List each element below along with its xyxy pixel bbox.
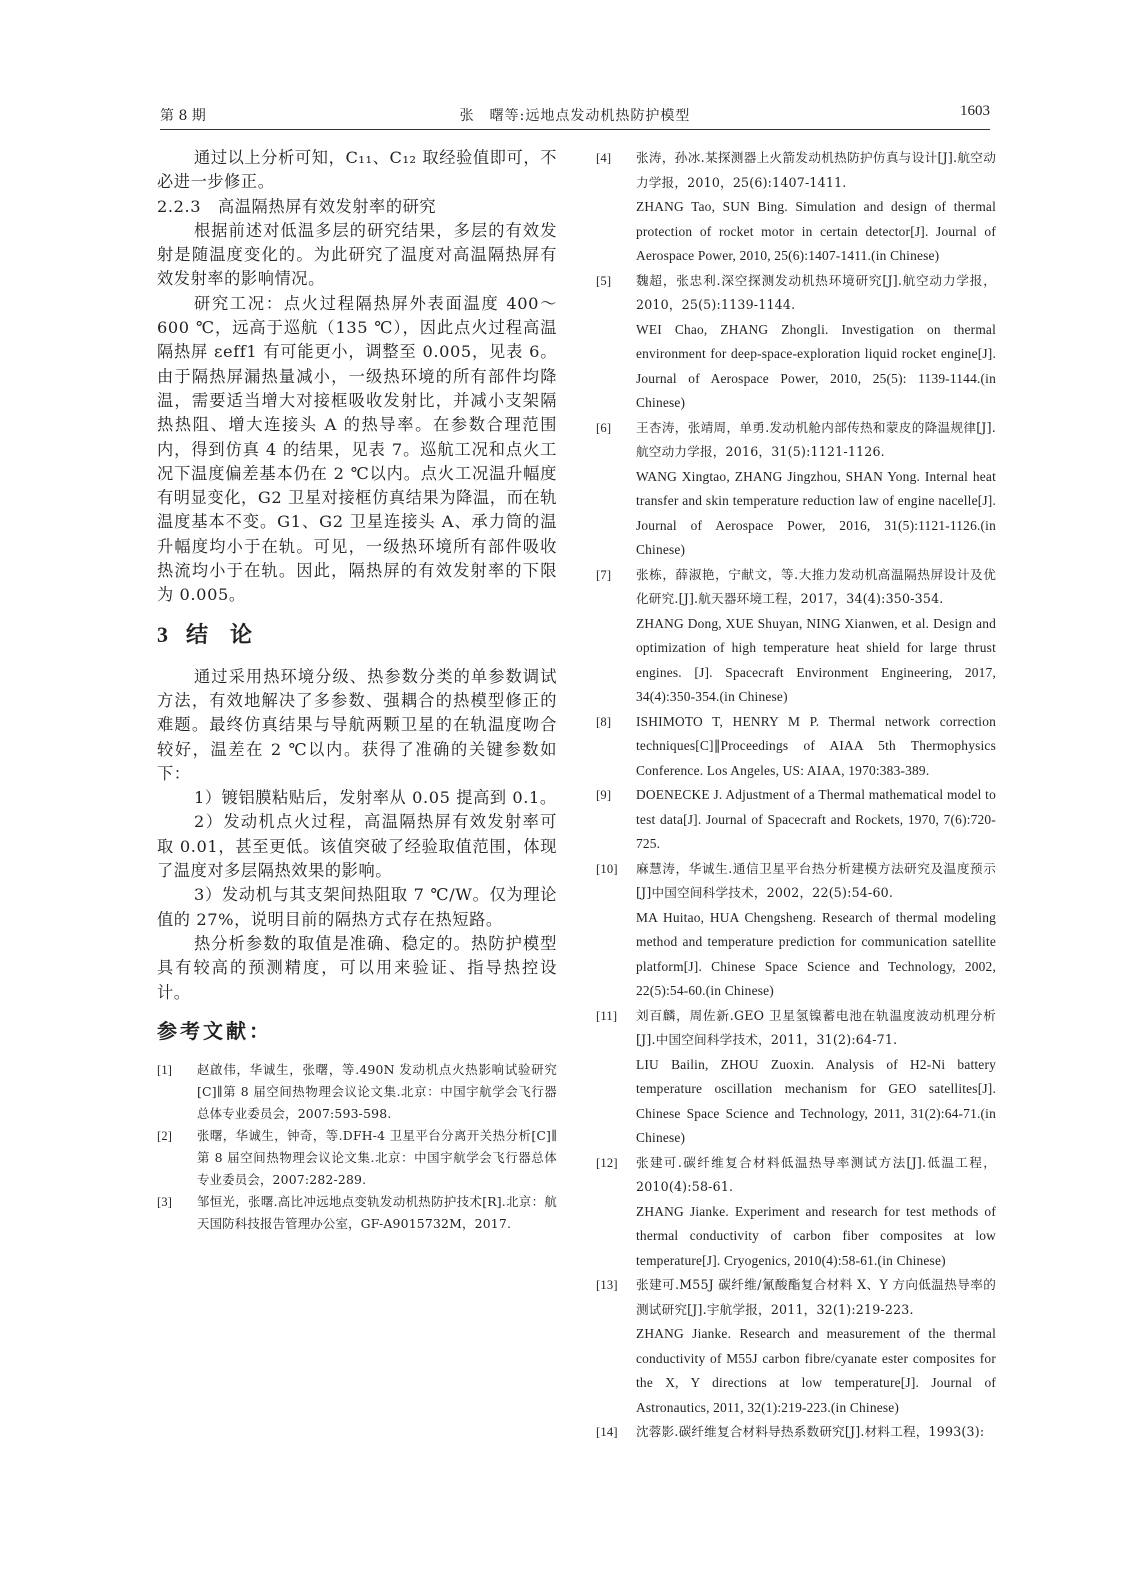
page-number: 1603 [960, 103, 990, 119]
reference-number: [7] [596, 567, 612, 582]
reference-item [596, 416, 996, 563]
reference-chinese: 张曙，华诚生，钟奇，等.DFH-4 卫星平台分离开关热分析[C]∥第 8 届空间热物理会议论文集.北京：中国宇航学会飞行器总体专业委员会，2007:282-289. [197, 1127, 557, 1187]
reference-chinese: 麻慧涛，华诚生.通信卫星平台热分析建模方法研究及温度预示[J]中国空间科学技术，2002，22(5):54-60. [636, 860, 996, 900]
reference-number: [4] [596, 151, 612, 165]
reference-number: [13] [596, 1278, 618, 1292]
paragraph: 2）发动机点火过程，高温隔热屏有效发射率可取 0.01，甚至更低。该值突破了经验取值范围，体现了温度对多层隔热效果的影响。 [157, 812, 557, 881]
reference-number: [6] [596, 420, 612, 435]
right-column [596, 146, 996, 1445]
reference-english: ZHANG Jianke. Research and measurement of the thermal conductivity of M55J carbon fibre/cyanate ester composites for the X, Y directions at low temperature[J]. Journal of Astronautics, 2011, 32(1):219-223.(in Chinese) [636, 1326, 996, 1415]
reference-chinese: 张涛，孙冰.某探测器上火箭发动机热防护仿真与设计[J].航空动力学报，2010，25(6):1407-1411. [636, 150, 996, 190]
reference-text [636, 1151, 996, 1274]
reference-number: [3] [157, 1194, 173, 1209]
reference-chinese: 张栋，薛淑艳，宁献文，等.大推力发动机高温隔热屏设计及优化研究.[J].航天器环境工程，2017，34(4):350-354. [636, 566, 996, 606]
paragraph: 根据前述对低温多层的研究结果，多层的有效发射是随温度变化的。为此研究了温度对高温隔热屏有效发射率的影响情况。 [157, 220, 557, 289]
reference-english: WEI Chao, ZHANG Zhongli. Investigation on thermal environment for deep-space-exploration liquid rocket engine[J]. Journal of Aerospace Power, 2010, 25(5): 1139-1144.(in Chinese) [636, 321, 996, 410]
reference-number: [5] [596, 273, 612, 288]
reference-number: [11] [596, 1008, 618, 1023]
paragraph: 热分析参数的取值是准确、稳定的。热防护模型具有较高的预测精度，可以用来验证、指导热控设计。 [157, 933, 557, 1002]
reference-number: [8] [596, 714, 612, 729]
paragraph: 通过以上分析可知，C₁₁、C₁₂ 取经验值即可，不必进一步修正。 [157, 148, 557, 192]
reference-chinese: 张建可.碳纤维复合材料低温热导率测试方法[J].低温工程，2010(4):58-61. [636, 1154, 996, 1194]
reference-number: [10] [596, 861, 618, 876]
paragraph: 通过采用热环境分级、热参数分类的单参数调试方法，有效地解决了多参数、强耦合的热模型修正的难题。最终仿真结果与导航两颗卫星的在轨温度吻合较好，温差在 2 ℃以内。获得了准确的关键参数如下： [157, 666, 557, 783]
references-heading: 参考文献： [157, 1018, 272, 1043]
running-title: 张 曙等:远地点发动机热防护模型 [459, 108, 691, 124]
reference-chinese: 魏超，张忠利.深空探测发动机热环境研究[J].航空动力学报，2010，25(5):1139-1144. [636, 272, 996, 312]
reference-item [596, 269, 996, 416]
reference-chinese: 邹恒光，张曙.高比冲远地点变轨发动机热防护技术[R].北京：航天国防科技报告管理办公室，GF-A9015732M，2017. [197, 1193, 557, 1231]
reference-item [596, 1004, 996, 1151]
running-header [160, 103, 990, 130]
reference-chinese: 王杏涛，张靖周，单勇.发动机舱内部传热和蒙皮的降温规律[J].航空动力学报，2016，31(5):1121-1126. [636, 419, 996, 459]
reference-item [596, 710, 996, 784]
reference-number: [9] [596, 788, 612, 802]
reference-item [596, 1273, 996, 1420]
reference-item [157, 1059, 557, 1125]
reference-item [596, 146, 996, 269]
reference-item [157, 1125, 557, 1191]
reference-number: [1] [157, 1062, 173, 1077]
reference-item [596, 1151, 996, 1274]
paragraph: 研究工况：点火过程隔热屏外表面温度 400～600 ℃，远高于巡航（135 ℃），因此点火过程高温隔热屏 εeff1 有可能更小，调整至 0.005，见表 6。由于隔热屏漏热量减小，一级热环境的所有部件均降温，需要适当增大对接框吸收发射比，并减小支架隔热热阻、增大连接头 A 的热导率。在参数合理范围内，得到仿真 4 的结果，见表 7。巡航工况和点火工况下温度偏差基本仍在 2 ℃以内。点火工况温升幅度有明显变化，G2 卫星对接框仿真结果为降温，而在轨温度基本不变。G1、G2 卫星连接头 A、承力筒的温升幅度均小于在轨。可见，一级热环境所有部件吸收热流均小于在轨。因此，隔热屏的有效发射率的下限为 0.005。 [157, 293, 557, 605]
subsection-heading: 2.2.3 高温隔热屏有效发射率的研究 [157, 196, 437, 216]
reference-english: ZHANG Jianke. Experiment and research for test methods of thermal conductivity of carbon fiber composites at low temperature[J]. Cryogenics, 2010(4):58-61.(in Chinese) [636, 1203, 996, 1268]
reference-number: [14] [596, 1425, 618, 1439]
section-title: 结 论 [186, 622, 253, 648]
reference-text [197, 1191, 557, 1235]
reference-item [596, 1420, 996, 1445]
paragraph: 3）发动机与其支架间热阻取 7 ℃/W。仅为理论值的 27%，说明目前的隔热方式存在热短路。 [157, 885, 557, 929]
reference-item [596, 857, 996, 1004]
reference-text [636, 1273, 996, 1420]
reference-text [636, 1420, 996, 1445]
reference-list-right [596, 146, 996, 1445]
reference-text [636, 1004, 996, 1151]
section-number: 3 [157, 621, 168, 647]
issue-number: 第 8 期 [160, 108, 206, 124]
reference-chinese: 张建可.M55J 碳纤维/氰酸酯复合材料 X、Y 方向低温热导率的测试研究[J].宇航学报，2011，32(1):219-223. [636, 1277, 996, 1317]
reference-item [596, 563, 996, 710]
reference-english: ISHIMOTO T, HENRY M P. Thermal network correction techniques[C]∥Proceedings of AIAA 5th Thermophysics Conference. Los Angeles, US: AIAA, 1970:383-389. [636, 713, 996, 778]
reference-chinese: 赵啟伟，华诚生，张曙，等.490N 发动机点火热影响试验研究[C]∥第 8 届空间热物理会议论文集.北京：中国宇航学会飞行器总体专业委员会，2007:593-598. [197, 1061, 557, 1121]
reference-text [636, 416, 996, 563]
reference-text [197, 1125, 557, 1191]
reference-english: WANG Xingtao, ZHANG Jingzhou, SHAN Yong. Internal heat transfer and skin temperature reduction law of engine nacelle[J]. Journal of Aerospace Power, 2016, 31(5):1121-1126.(in Chinese) [636, 468, 996, 557]
reference-text [636, 710, 996, 784]
reference-list-left [157, 1059, 557, 1235]
section-heading-conclusion [157, 620, 557, 651]
paragraph: 1）镀铝膜粘贴后，发射率从 0.05 提高到 0.1。 [194, 788, 557, 808]
reference-text [636, 269, 996, 416]
reference-english: ZHANG Tao, SUN Bing. Simulation and design of thermal protection of rocket motor in certain detector[J]. Journal of Aerospace Power, 2010, 25(6):1407-1411.(in Chinese) [636, 199, 996, 263]
reference-item [157, 1191, 557, 1235]
reference-number: [2] [157, 1128, 173, 1143]
reference-text [636, 563, 996, 710]
reference-english: DOENECKE J. Adjustment of a Thermal mathematical model to test data[J]. Journal of Spacecraft and Rockets, 1970, 7(6):720-725. [636, 787, 996, 851]
left-column [157, 146, 557, 1235]
reference-text [636, 146, 996, 269]
reference-number: [12] [596, 1155, 618, 1170]
reference-text [636, 857, 996, 1004]
reference-english: ZHANG Dong, XUE Shuyan, NING Xianwen, et al. Design and optimization of high temperature heat shield for large thrust engines. [J]. Spacecraft Environment Engineering, 2017, 34(4):350-354.(in Chinese) [636, 615, 996, 704]
reference-chinese: 刘百麟，周佐新.GEO 卫星氢镍蓄电池在轨温度波动机理分析[J].中国空间科学技术，2011，31(2):64-71. [636, 1007, 996, 1047]
reference-text [197, 1059, 557, 1125]
reference-english: MA Huitao, HUA Chengsheng. Research of thermal modeling method and temperature prediction for communication satellite platform[J]. Chinese Space Science and Technology, 2002, 22(5):54-60.(in Chinese) [636, 909, 996, 998]
reference-chinese: 沈蓉影.碳纤维复合材料导热系数研究[J].材料工程，1993(3): [636, 1424, 985, 1439]
reference-english: LIU Bailin, ZHOU Zuoxin. Analysis of H2-Ni battery temperature oscillation mechanism for GEO satellites[J]. Chinese Space Science and Technology, 2011, 31(2):64-71.(in Chinese) [636, 1056, 996, 1145]
reference-text [636, 783, 996, 857]
reference-item [596, 783, 996, 857]
